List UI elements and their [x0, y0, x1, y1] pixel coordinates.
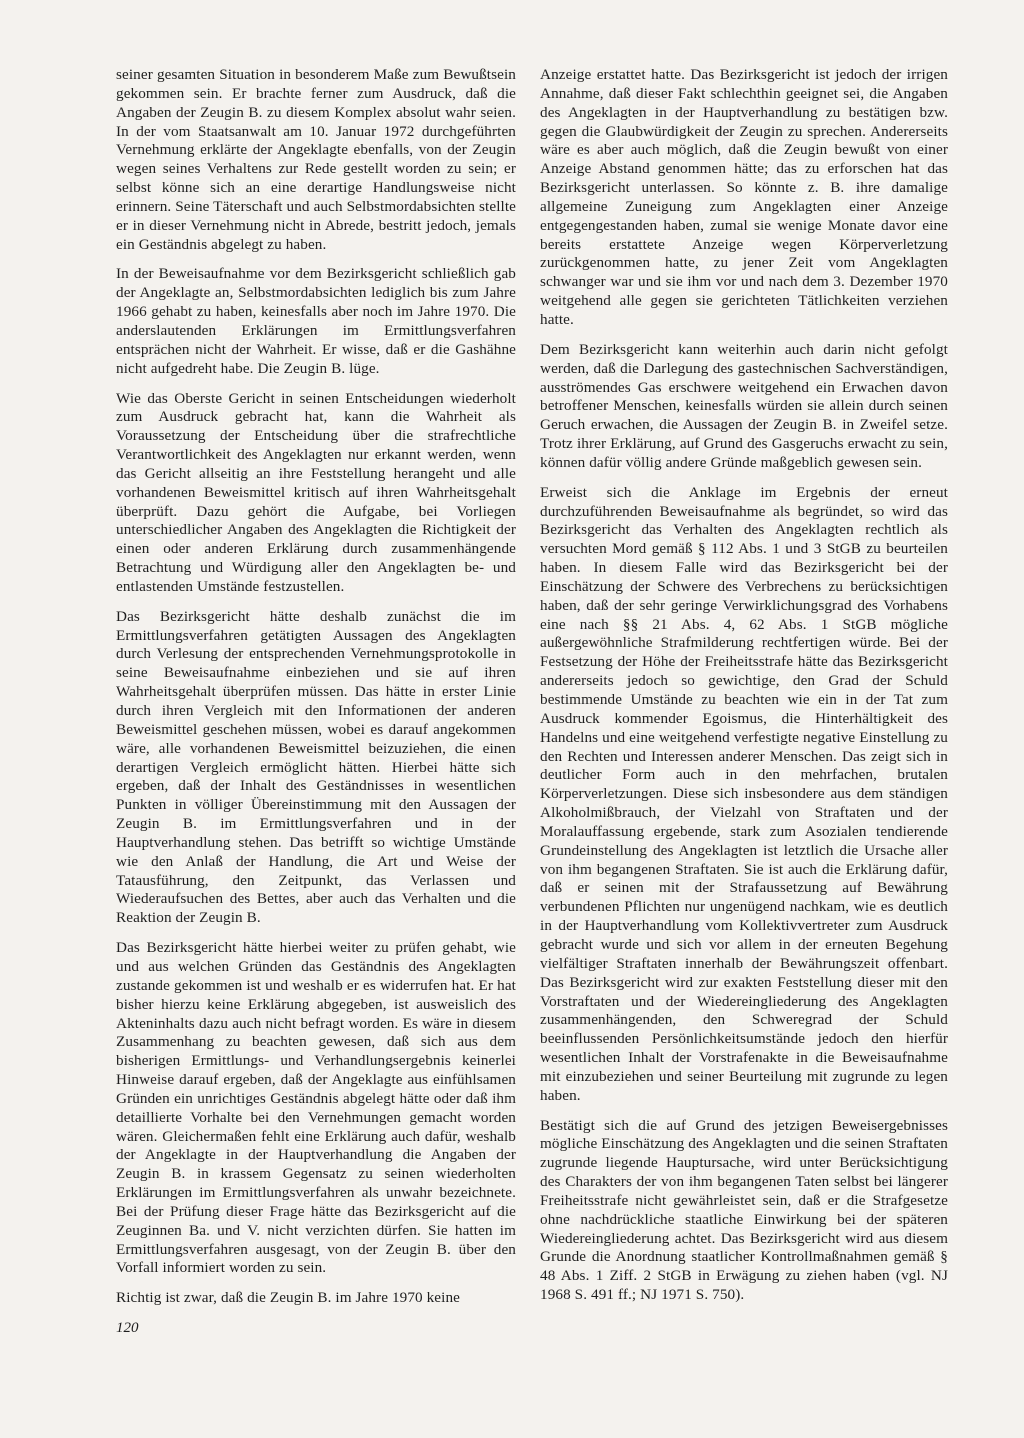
paragraph: Dem Bezirksgericht kann weiterhin auch darin nicht gefolgt werden, daß die Darlegung des gastechnischen Sachverständigen, ausströmendes Gas erschwere weitgehend ein Erwachen davon betroffener Menschen, keinesfalls würden sie allein durch seinen Geruch erwachen, die Aussagen der Zeugin B. in Zweifel setze. Trotz ihrer Erklärung, auf Grund des Gasgeruchs erwacht zu sein, können dafür völlig andere Gründe maßgeblich gewesen sein.	[540, 340, 948, 471]
left-column	[116, 66, 516, 1319]
paragraph: In der Beweisaufnahme vor dem Bezirksgericht schließlich gab der Angeklagte an, Selbstmordabsichten lediglich bis zum Jahre 1966 gehabt zu haben, keinesfalls aber noch im Jahre 1970. Die anderslautenden Erklärungen im Ermittlungsverfahren entsprächen nicht der Wahrheit. Er wisse, daß er die Gashähne nicht aufgedreht habe. Die Zeugin B. lüge.	[116, 265, 516, 377]
paragraph: Richtig ist zwar, daß die Zeugin B. im Jahre 1970 keine	[116, 1289, 460, 1307]
paragraph: Das Bezirksgericht hätte deshalb zunächst die im Ermittlungsverfahren getätigten Aussagen des Angeklagten durch Verlesung der entsprechenden Vernehmungsprotokolle in seine Beweisaufnahme einbeziehen und sie auf ihren Wahrheitsgehalt überprüfen müssen. Das hätte in erster Linie durch ihren Vergleich mit den Informationen der anderen Beweismittel geschehen müssen, wobei es darauf angekommen wäre, alle vorhandenen Beweismittel beizuziehen, die einen derartigen Vergleich ermöglicht hätten. Hierbei hätte sich ergeben, daß der Inhalt des Geständnisses in wesentlichen Punkten in völliger Übereinstimmung mit den Aussagen der Zeugin B. im Ermittlungsverfahren und in der Hauptverhandlung stehen. Das betrifft so wichtige Umstände wie den Anlaß der Handlung, die Art und Weise der Tatausführung, den Zeitpunkt, das Verlassen und Wiederaufsuchen des Bettes, aber auch das Verhalten und die Reaktion der Zeugin B.	[116, 607, 516, 927]
paragraph: Wie das Oberste Gericht in seinen Entscheidungen wiederholt zum Ausdruck gebracht hat, kann die Wahrheit als Voraussetzung der Entscheidung über die strafrechtliche Verantwortlichkeit des Angeklagten nur erkannt werden, wenn das Gericht allseitig an ihre Feststellung herangeht und alle vorhandenen Beweismittel kritisch auf ihren Wahrheitsgehalt überprüft. Dazu gehört die Aufgabe, bei Vorliegen unterschiedlicher Angaben des Angeklagten die Richtigkeit der einen oder anderen Erklärung durch zusammenhängende Betrachtung und Würdigung aller den Angeklagten be- und entlastenden Umstände festzustellen.	[116, 389, 516, 595]
paragraph: seiner gesamten Situation in besonderem Maße zum Bewußtsein gekommen sein. Er brachte ferner zum Ausdruck, daß die Angaben der Zeugin B. zu diesem Komplex absolut wahr seien. In der vom Staatsanwalt am 10. Januar 1972 durchgeführten Vernehmung erklärte der Angeklagte ebenfalls, von der Zeugin wegen seines Verhaltens zur Rede gestellt worden zu sein; er selbst könne sich an eine derartige Handlungsweise nicht erinnern. Seine Täterschaft und auch Selbstmordabsichten stellte er in dieser Vernehmung nicht in Abrede, bestritt jedoch, jemals ein Geständnis abgelegt zu haben.	[116, 66, 516, 253]
paragraph: Erweist sich die Anklage im Ergebnis der erneut durchzuführenden Beweisaufnahme als begründet, so wird das Bezirksgericht das Verhalten des Angeklagten rechtlich als versuchten Mord gemäß § 112 Abs. 1 und 3 StGB zu beurteilen haben. In diesem Falle wird das Bezirksgericht bei der Einschätzung der Schwere des Verbrechens zu berücksichtigen haben, daß der sehr geringe Verwirklichungsgrad des Vorhabens eine nach §§ 21 Abs. 4, 62 Abs. 1 StGB mögliche außergewöhnliche Strafmilderung rechtfertigen würde. Bei der Festsetzung der Höhe der Freiheitsstrafe hätte das Bezirksgericht andererseits jedoch so gewichtige, den Grad der Schuld bestimmende Umstände zu beachten wie ein in der Tat zum Ausdruck kommender Egoismus, die Hinterhältigkeit des Handelns und eine weitgehend verfestigte negative Einstellung zu den Rechten und Interessen anderer Menschen. Das zeigt sich in deutlicher Form auch in den mehrfachen, brutalen Körperverletzungen. Diese sich insbesondere aus dem ständigen Alkoholmißbrauch, der Vielzahl von Straftaten und der Moralauffassung ergebende, stark zum Asozialen tendierende Grundeinstellung des Angeklagten ist letztlich die Ursache aller von ihm begangenen Straftaten. Sie ist auch die Erklärung dafür, daß er seinen mit der Strafaussetzung auf Bewährung verbundenen Pflichten nur ungenügend nachkam, wie es deutlich in der Hauptverhandlung vom Kollektivvertreter zum Ausdruck gebracht wurde und sich vor allem in der erneuten Begehung vielfältiger Straftaten innerhalb der Bewährungszeit offenbart. Das Bezirksgericht wird zur exakten Feststellung dieser mit den Vorstraftaten und der Wiedereingliederung des Angeklagten zusammenhängenden, den Schweregrad der Schuld beeinflussenden Persönlichkeitsumstände jedoch den hierfür wesentlichen Inhalt der Vorstrafenakte in die Beweisaufnahme mit einzubeziehen und seiner Beurteilung mit zugrunde zu legen haben.	[540, 483, 948, 1104]
paragraph: Das Bezirksgericht hätte hierbei weiter zu prüfen gehabt, wie und aus welchen Gründen das Geständnis des Angeklagten zustande gekommen ist und weshalb er es widerrufen hat. Er hat bisher hierzu keine Erklärung abgegeben, ist ausweislich des Akteninhalts dazu auch nicht befragt worden. Es wäre in diesem Zusammenhang zu beachten gewesen, daß sich aus dem bisherigen Ermittlungs- und Verhandlungsergebnis keinerlei Hinweise darauf ergeben, daß der Angeklagte aus einfühlsamen Gründen ein unrichtiges Geständnis abgelegt hätte oder daß ihm detaillierte Vorhalte bei den Vernehmungen gemacht worden wären. Gleichermaßen fehlt eine Erklärung auch dafür, weshalb der Angeklagte in der Hauptverhandlung die Angaben der Zeugin B. in krassem Gegensatz zu seinen wiederholten Erklärungen im Ermittlungsverfahren als unwahr bezeichnete. Bei der Prüfung dieser Frage hätte das Bezirksgericht auf die Zeuginnen Ba. und V. nicht verzichten dürfen. Sie hatten im Ermittlungsverfahren ausgesagt, von der Zeugin B. über den Vorfall informiert worden zu sein.	[116, 939, 516, 1277]
paragraph: Anzeige erstattet hatte. Das Bezirksgericht ist jedoch der irrigen Annahme, daß dieser Fakt schlechthin geeignet sei, die Angaben des Angeklagten in der Hauptverhandlung zu bestätigen bzw. gegen die Glaubwürdigkeit der Zeugin zu sprechen. Andererseits wäre es aber auch möglich, daß die Zeugin bewußt von einer Anzeige Abstand genommen hätte; das zu erforschen hat das Bezirksgericht unterlassen. So könnte z. B. ihre damalige allgemeine Zuneigung zum Angeklagten einer Anzeige entgegengestanden haben, zumal sie wenige Monate davor eine bereits erstattete Anzeige wegen Körperverletzung zurückgenommen hatte, zu jener Zeit vom Angeklagten schwanger war und sie ihm vor und nach dem 3. Dezember 1970 weitgehend alle gegen sie gerichteten Tätlichkeiten verziehen hatte.	[540, 66, 948, 328]
page-number: 120	[116, 1320, 139, 1336]
paragraph: Bestätigt sich die auf Grund des jetzigen Beweisergebnisses mögliche Einschätzung des Angeklagten und die seinen Straftaten zugrunde liegende Hauptursache, wird unter Berücksichtigung des Charakters der von ihm begangenen Taten selbst bei längerer Freiheitsstrafe nicht gewährleistet sein, daß er die Strafgesetze ohne nachdrückliche staatliche Einwirkung bei der späteren Wiedereingliederung achtet. Das Bezirksgericht wird aus diesem Grunde die Anordnung staatlicher Kontrollmaßnahmen gemäß § 48 Abs. 1 Ziff. 2 StGB in Erwägung zu ziehen haben (vgl. NJ 1968 S. 491 ff.; NJ 1971 S. 750).	[540, 1116, 948, 1304]
right-column	[540, 66, 948, 1316]
